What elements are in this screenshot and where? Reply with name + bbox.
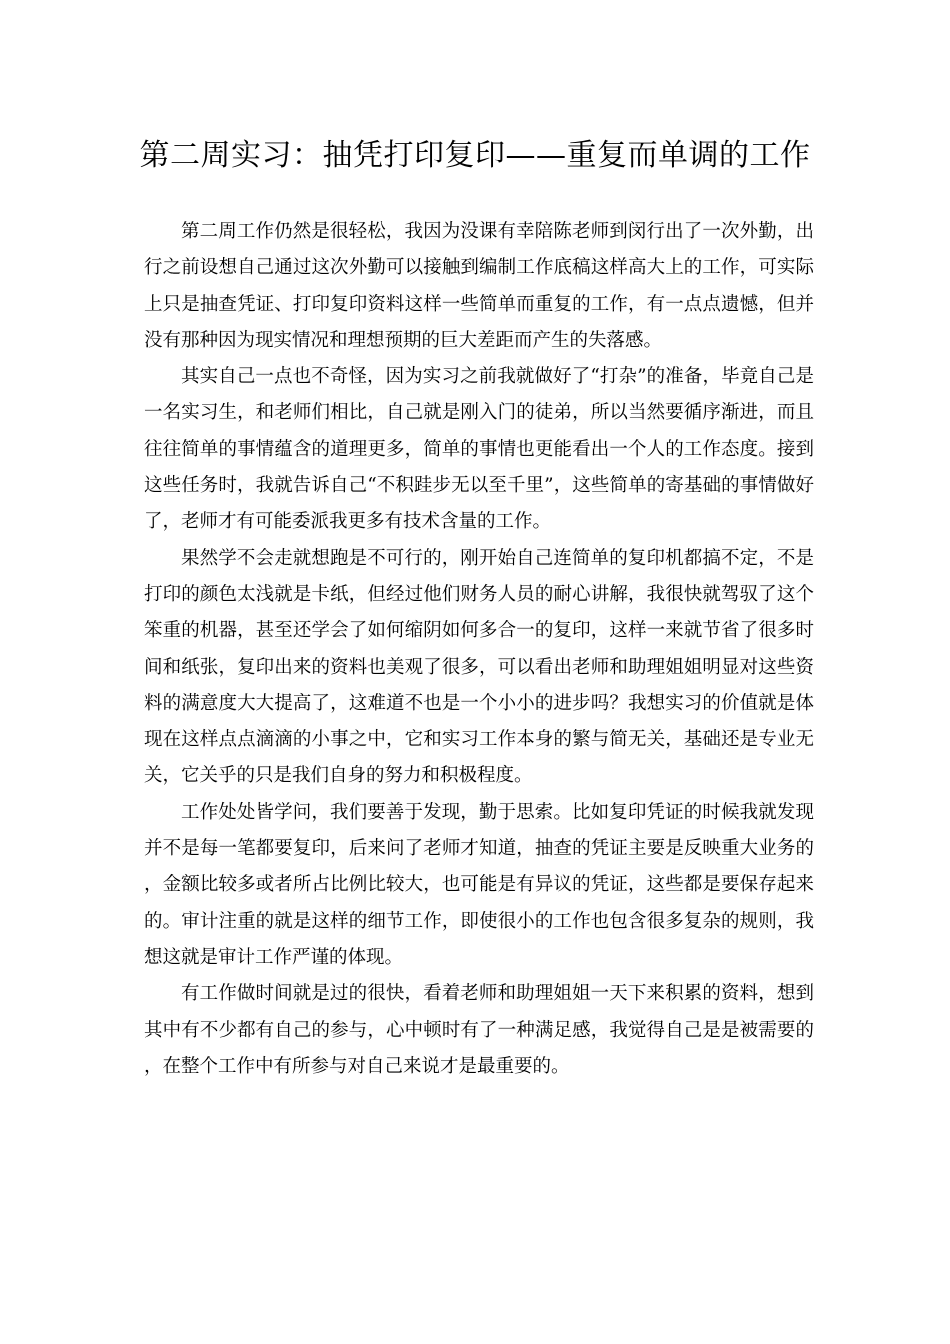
- paragraph-2: 其实自己一点也不奇怪，因为实习之前我就做好了“打杂”的准备，毕竟自己是一名实习生，和老师们相比，自己就是刚入门的徒弟，所以当然要循序渐进，而且往往简单的事情蕴含的道理更多，简单的事情也更能看出一个人的工作态度。接到这些任务时，我就告诉自己“不积跬步无以至千里”，这些简单的寄基础的事情做好了，老师才有可能委派我更多有技术含量的工作。: [144, 366, 814, 533]
- document-title: 第二周实习：抽凭打印复印——重复而单调的工作: [139, 138, 811, 173]
- document-body: [144, 214, 814, 1085]
- paragraph-1: 第二周工作仍然是很轻松，我因为没课有幸陪陈老师到闵行出了一次外勤，出行之前设想自己通过这次外勤可以接触到编制工作底稿这样高大上的工作，可实际上只是抽查凭证、打印复印资料这样一些简单而重复的工作，有一点点遗憾，但并没有那种因为现实情况和理想预期的巨大差距而产生的失落感。: [144, 221, 814, 351]
- paragraph-3: 果然学不会走就想跑是不可行的，刚开始自己连简单的复印机都搞不定，不是打印的颜色太浅就是卡纸，但经过他们财务人员的耐心讲解，我很快就驾驭了这个笨重的机器，甚至还学会了如何缩阴如何多合一的复印，这样一来就节省了很多时间和纸张，复印出来的资料也美观了很多，可以看出老师和助理姐姐明显对这些资料的满意度大大提高了，这难道不也是一个小小的进步吗？我想实习的价值就是体现在这样点点滴滴的小事之中，它和实习工作本身的繁与简无关，基础还是专业无关，它关乎的只是我们自身的努力和积极程度。: [144, 547, 814, 787]
- paragraph-4: 工作处处皆学问，我们要善于发现，勤于思索。比如复印凭证的时候我就发现并不是每一笔都要复印，后来问了老师才知道，抽查的凭证主要是反映重大业务的，金额比较多或者所占比例比较大，也可能是有异议的凭证，这些都是要保存起来的。审计注重的就是这样的细节工作，即使很小的工作也包含很多复杂的规则，我想这就是审计工作严谨的体现。: [144, 801, 814, 968]
- paragraph-5: 有工作做时间就是过的很快，看着老师和助理姐姐一天下来积累的资料，想到其中有不少都有自己的参与，心中顿时有了一种满足感，我觉得自己是是被需要的，在整个工作中有所参与对自己来说才是最重要的。: [144, 983, 814, 1077]
